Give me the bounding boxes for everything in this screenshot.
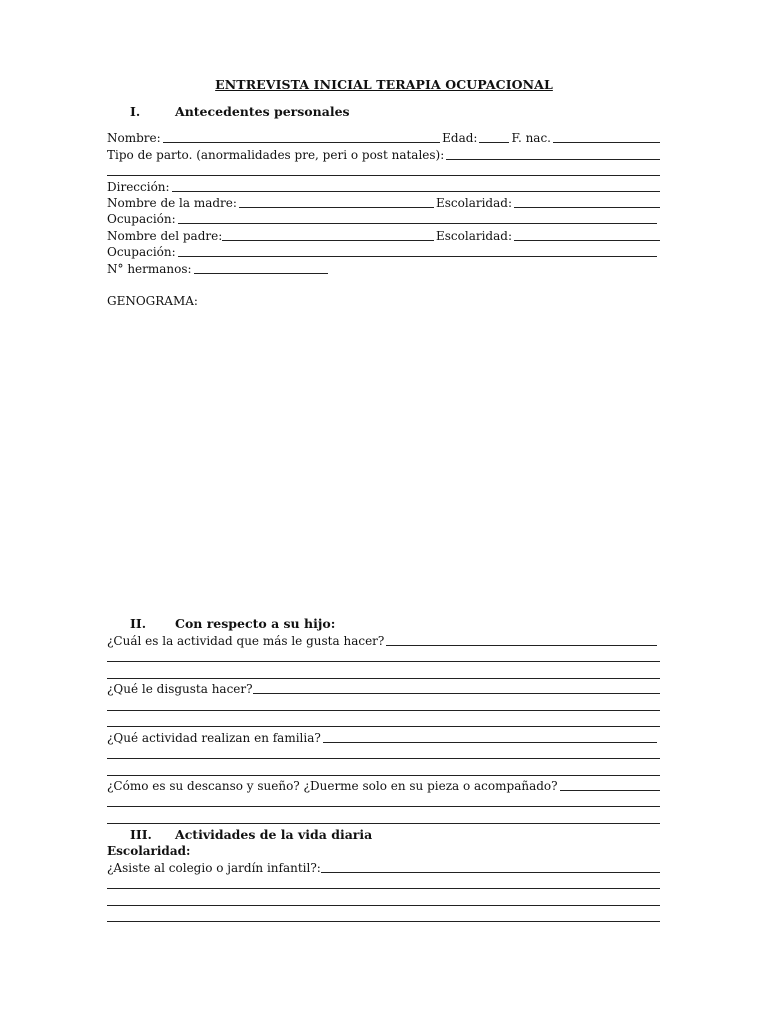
answer-dislikes-line-3[interactable] — [107, 726, 660, 727]
answer-sleep[interactable] — [560, 790, 660, 791]
label-nombre-madre: Nombre de la madre: — [107, 196, 237, 210]
document-title: ENTREVISTA INICIAL TERAPIA OCUPACIONAL — [215, 77, 553, 92]
input-fnac[interactable] — [553, 142, 660, 143]
answer-dislikes[interactable] — [253, 693, 660, 694]
label-escolaridad-padre: Escolaridad: — [436, 229, 512, 243]
answer-favorite-activity-line-3[interactable] — [107, 678, 660, 679]
input-ocupacion-padre[interactable] — [178, 256, 657, 257]
row-nombre — [107, 130, 660, 146]
input-nombre-madre[interactable] — [239, 207, 434, 208]
question-family-activity: ¿Qué actividad realizan en familia? — [107, 731, 321, 745]
input-nombre-padre[interactable] — [222, 240, 434, 241]
label-ocupacion-padre: Ocupación: — [107, 245, 176, 259]
section-3-heading — [130, 827, 372, 842]
section-2-title: Con respecto a su hijo: — [175, 616, 336, 631]
section-1-title: Antecedentes personales — [175, 104, 350, 119]
label-edad: Edad: — [442, 131, 478, 145]
label-direccion: Dirección: — [107, 180, 170, 194]
answer-attends-school-line-4[interactable] — [107, 921, 660, 922]
answer-attends-school-line-3[interactable] — [107, 905, 660, 906]
answer-attends-school[interactable] — [321, 872, 660, 873]
row-q4 — [107, 778, 660, 794]
label-nombre: Nombre: — [107, 131, 161, 145]
row-ocupacion-padre — [107, 244, 657, 260]
answer-favorite-activity-line-2[interactable] — [107, 661, 660, 662]
answer-family-activity-line-3[interactable] — [107, 775, 660, 776]
section-1-heading — [130, 104, 350, 119]
row-nombre-madre — [107, 195, 660, 211]
row-s3-q1 — [107, 860, 660, 876]
question-dislikes: ¿Qué le disgusta hacer? — [107, 682, 253, 696]
answer-favorite-activity[interactable] — [386, 645, 657, 646]
row-q3 — [107, 730, 657, 746]
row-ocupacion-madre — [107, 211, 657, 227]
label-fnac: F. nac. — [511, 131, 551, 145]
row-q2 — [107, 681, 660, 697]
section-1-number: I. — [130, 104, 141, 119]
row-nombre-padre — [107, 228, 660, 244]
input-edad[interactable] — [479, 142, 509, 143]
answer-sleep-line-3[interactable] — [107, 823, 660, 824]
input-hermanos[interactable] — [194, 273, 328, 274]
section-3-title: Actividades de la vida diaria — [175, 827, 373, 842]
row-direccion — [107, 179, 660, 195]
input-ocupacion-madre[interactable] — [178, 223, 657, 224]
row-tipo-parto — [107, 147, 660, 163]
label-ocupacion-madre: Ocupación: — [107, 212, 176, 226]
answer-attends-school-line-2[interactable] — [107, 888, 660, 889]
label-nombre-padre: Nombre del padre: — [107, 229, 223, 243]
answer-sleep-line-2[interactable] — [107, 806, 660, 807]
row-q1 — [107, 633, 657, 649]
input-tipo-parto-line-2[interactable] — [107, 175, 660, 176]
genograma-drawing-area[interactable] — [107, 315, 660, 605]
input-nombre[interactable] — [163, 142, 440, 143]
question-attends-school: ¿Asiste al colegio o jardín infantil?: — [107, 861, 321, 875]
section-2-heading — [130, 616, 335, 631]
label-tipo-parto: Tipo de parto. (anormalidades pre, peri o post natales): — [107, 148, 445, 162]
row-hermanos — [107, 261, 328, 277]
label-hermanos: N° hermanos: — [107, 262, 192, 276]
answer-family-activity[interactable] — [323, 742, 657, 743]
question-sleep: ¿Cómo es su descanso y sueño? ¿Duerme solo en su pieza o acompañado? — [107, 779, 558, 793]
escolaridad-subheading: Escolaridad: — [107, 844, 191, 858]
input-escolaridad-madre[interactable] — [514, 207, 660, 208]
section-3-number: III. — [130, 827, 152, 842]
section-2-number: II. — [130, 616, 147, 631]
label-escolaridad-madre: Escolaridad: — [436, 196, 512, 210]
input-escolaridad-padre[interactable] — [514, 240, 660, 241]
input-tipo-parto[interactable] — [446, 159, 660, 160]
answer-dislikes-line-2[interactable] — [107, 710, 660, 711]
question-favorite-activity: ¿Cuál es la actividad que más le gusta hacer? — [107, 634, 385, 648]
genograma-label: GENOGRAMA: — [107, 294, 198, 308]
answer-family-activity-line-2[interactable] — [107, 758, 660, 759]
input-direccion[interactable] — [172, 191, 660, 192]
